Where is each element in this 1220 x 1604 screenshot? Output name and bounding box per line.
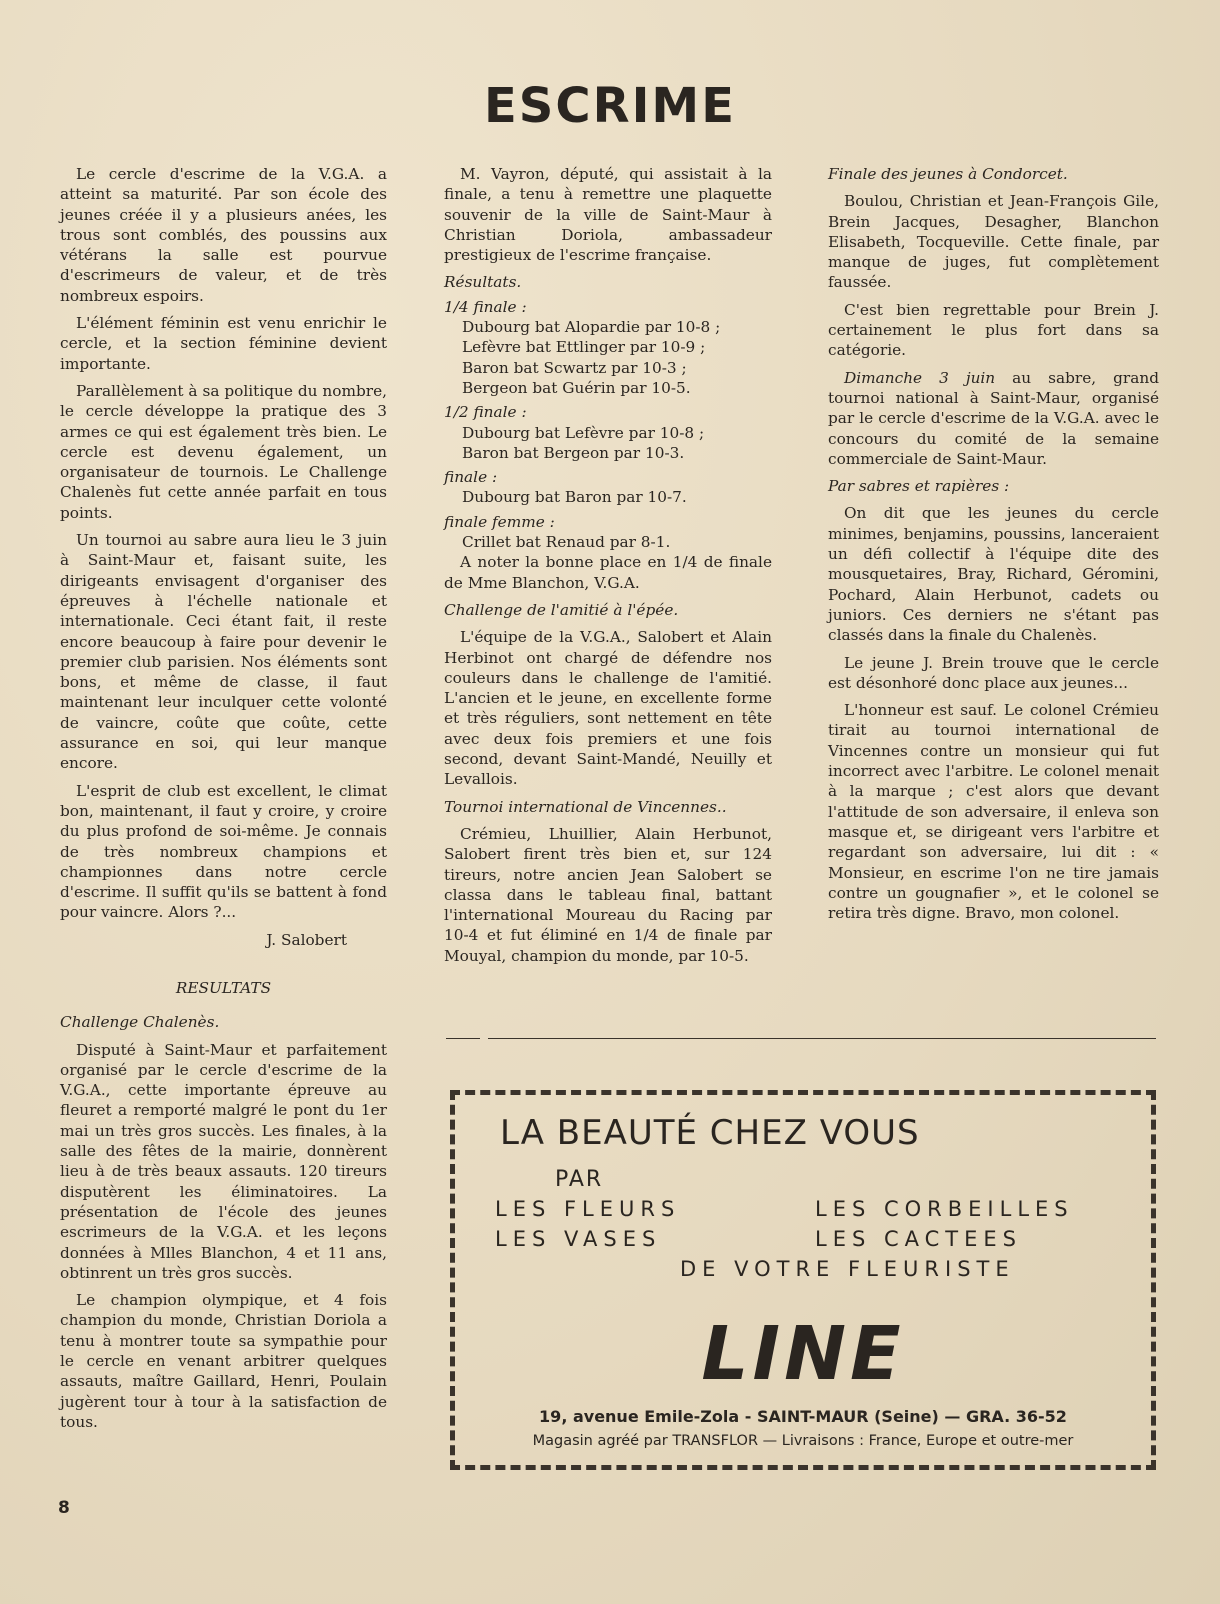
column-2: [444, 164, 772, 973]
paragraph: C'est bien regrettable pour Brein J. certainement le plus fort dans sa catégorie.: [828, 300, 1159, 360]
divider-long: [488, 1038, 1156, 1039]
ad-par: PAR: [555, 1167, 604, 1192]
result-label: finale :: [444, 468, 498, 487]
paragraph: L'équipe de la V.G.A., Salobert et Alain Herbinot ont chargé de défendre nos couleurs dans le challenge de l'amitié. L'ancien et le jeune, en excellente forme et très réguliers, sont nettement en tête avec deux fois premiers et une fois second, devant Saint-Mandé, Neuilly et Levallois.: [444, 628, 772, 789]
paragraph: Parallèlement à sa politique du nombre, le cercle développe la pratique des 3 armes ce qui est également très bien. Le cercle est devenu également, un organisateur de tournois. Le Challenge Chalenès fut cette année parfait en tous points.: [60, 381, 387, 522]
result-label: finale femme :: [444, 512, 555, 531]
signature: J. Salobert: [266, 930, 347, 949]
date-lead: Dimanche 3 juin: [844, 368, 996, 387]
result-line: Dubourg bat Lefèvre par 10-8 ;: [462, 423, 705, 442]
ad-item: LES FLEURS: [495, 1197, 681, 1221]
paragraph: Le jeune J. Brein trouve que le cercle est désonhoré donc place aux jeunes...: [828, 653, 1159, 692]
paragraph: L'esprit de club est excellent, le climat bon, maintenant, il faut y croire, y croire du plus profond de soi-même. Je connais de très nombreux champions et championnes dans notre cercle d'escrime. Il suffit qu'ils se battent à fond pour vaincre. Alors ?...: [60, 781, 387, 922]
ad-item: LES VASES: [495, 1227, 662, 1251]
result-line: Bergeon bat Guérin par 10-5.: [462, 378, 691, 397]
paragraph: L'honneur est sauf. Le colonel Crémieu tirait au tournoi international de Vincennes contre un monsieur qui fut incorrect avec l'arbitre. Le colonel menait à la marque ; c'est alors que devant l'attitude de son adversaire, il enleva son masque et, se dirigeant vers l'arbitre et regardant son adversaire, lui dit : « Monsieur, en escrime l'on ne tire jamais contre un gougnafier », et le colonel se retira très digne. Bravo, mon colonel.: [828, 701, 1159, 923]
paragraph: [828, 368, 1159, 469]
result-line: Dubourg bat Baron par 10-7.: [462, 488, 687, 507]
ad-headline: LA BEAUTÉ CHEZ VOUS: [500, 1113, 920, 1153]
result-line: Dubourg bat Alopardie par 10-8 ;: [462, 318, 721, 337]
result-label: 1/2 finale :: [444, 403, 527, 422]
column-3: [828, 164, 1159, 930]
paragraph: A noter la bonne place en 1/4 de finale de Mme Blanchon, V.G.A.: [444, 553, 772, 592]
result-line: Baron bat Bergeon par 10-3.: [462, 443, 685, 462]
paragraph: L'élément féminin est venu enrichir le cercle, et la section féminine devient importante.: [60, 314, 387, 373]
paragraph: Crémieu, Lhuillier, Alain Herbunot, Salobert firent très bien et, sur 124 tireurs, notre ancien Jean Salobert se classa dans le tableau final, battant l'international Moureau du Racing par 10-4 et fut éliminé en 1/4 de finale par Mouyal, champion du monde, par 10-5.: [444, 824, 772, 965]
ad-shop-line: Magasin agréé par TRANSFLOR — Livraisons : France, Europe et outre-mer: [532, 1433, 1074, 1449]
ad-item: LES CORBEILLES: [815, 1197, 1074, 1221]
page-title: ESCRIME: [484, 78, 736, 134]
paragraph: M. Vayron, député, qui assistait à la finale, a tenu à remettre une plaquette souvenir de la ville de Saint-Maur à Christian Doriola, ambassadeur prestigieux de l'escrime française.: [444, 165, 772, 265]
paragraph: Boulou, Christian et Jean-François Gile, Brein Jacques, Desagher, Blanchon Elisabeth, Tocqueville. Cette finale, par manque de juges, fut complètement faussée.: [828, 192, 1159, 292]
result-line: Crillet bat Renaud par 8-1.: [462, 533, 671, 552]
subheading: Résultats.: [444, 273, 522, 292]
paragraph: On dit que les jeunes du cercle minimes, benjamins, poussins, lanceraient un défi collectif à l'équipe dite des mousquetaires, Bray, Richard, Géromini, Pochard, Alain Herbunot, cadets ou juniors. Ces derniers ne s'étant pas classés dans la finale du Chalenès.: [828, 504, 1159, 645]
column-1: [60, 164, 387, 1439]
ad-item: DE VOTRE FLEURISTE: [680, 1257, 1015, 1281]
paragraph: Un tournoi au sabre aura lieu le 3 juin à Saint-Maur et, faisant suite, les dirigeants envisagent d'organiser des épreuves à l'échelle nationale et internationale. Ceci étant fait, il reste encore beaucoup à faire pour devenir le premier club parisien. Nos éléments sont bons, et même de classe, il faut maintenant leur inculquer cette volonté de vaincre, coûte que coûte, cette assurance en soi, qui leur manque encore.: [60, 531, 387, 773]
result-line: Lefèvre bat Ettlinger par 10-9 ;: [462, 338, 706, 357]
section-heading: RESULTATS: [175, 978, 272, 997]
subheading: Challenge de l'amitié à l'épée.: [444, 600, 679, 619]
paragraph: Le cercle d'escrime de la V.G.A. a atteint sa maturité. Par son école des jeunes créée il y a plusieurs anées, les trous sont comblés, des poussins aux vétérans la salle est pourvue d'escrimeurs de valeur, et de très nombreux espoirs.: [60, 165, 387, 305]
page-number: 8: [58, 1498, 70, 1518]
subheading: Tournoi international de Vincennes..: [444, 797, 727, 816]
florist-advertisement: [450, 1090, 1156, 1470]
divider-short: [446, 1038, 480, 1039]
subheading: Par sabres et rapières :: [828, 477, 1010, 496]
ad-item: LES CACTEES: [815, 1227, 1022, 1251]
paragraph-text: au sabre, grand tournoi national à Saint-Maur, organisé par le cercle d'escrime de la V.G.A. avec le concours du comité de la semaine commerciale de Saint-Maur.: [828, 368, 1159, 468]
result-label: 1/4 finale :: [444, 297, 527, 316]
result-line: Baron bat Scwartz par 10-3 ;: [462, 358, 687, 377]
paragraph: Le champion olympique, et 4 fois champion du monde, Christian Doriola a tenu à montrer toute sa sympathie pour le cercle en venant arbitrer quelques assauts, maître Gaillard, Henri, Poulain jugèrent tour à tour à la satisfaction de tous.: [60, 1291, 387, 1431]
paragraph: Disputé à Saint-Maur et parfaitement organisé par le cercle d'escrime de la V.G.A., cette importante épreuve au fleuret a remporté malgré le pont du 1er mai un très gros succès. Les finales, à la salle des fêtes de la mairie, donnèrent lieu à de très beaux assauts. 120 tireurs disputèrent les éliminatoires. La présentation de l'école des jeunes escrimeurs de la V.G.A. et les leçons données à Mlles Blanchon, 4 et 11 ans, obtinrent un très gros succès.: [60, 1040, 387, 1282]
ad-brand-logo: LINE: [701, 1311, 905, 1397]
subheading: Finale des jeunes à Condorcet.: [828, 165, 1068, 183]
ad-address: 19, avenue Emile-Zola - SAINT-MAUR (Seine) — GRA. 36-52: [539, 1407, 1067, 1426]
subheading: Challenge Chalenès.: [60, 1013, 220, 1032]
